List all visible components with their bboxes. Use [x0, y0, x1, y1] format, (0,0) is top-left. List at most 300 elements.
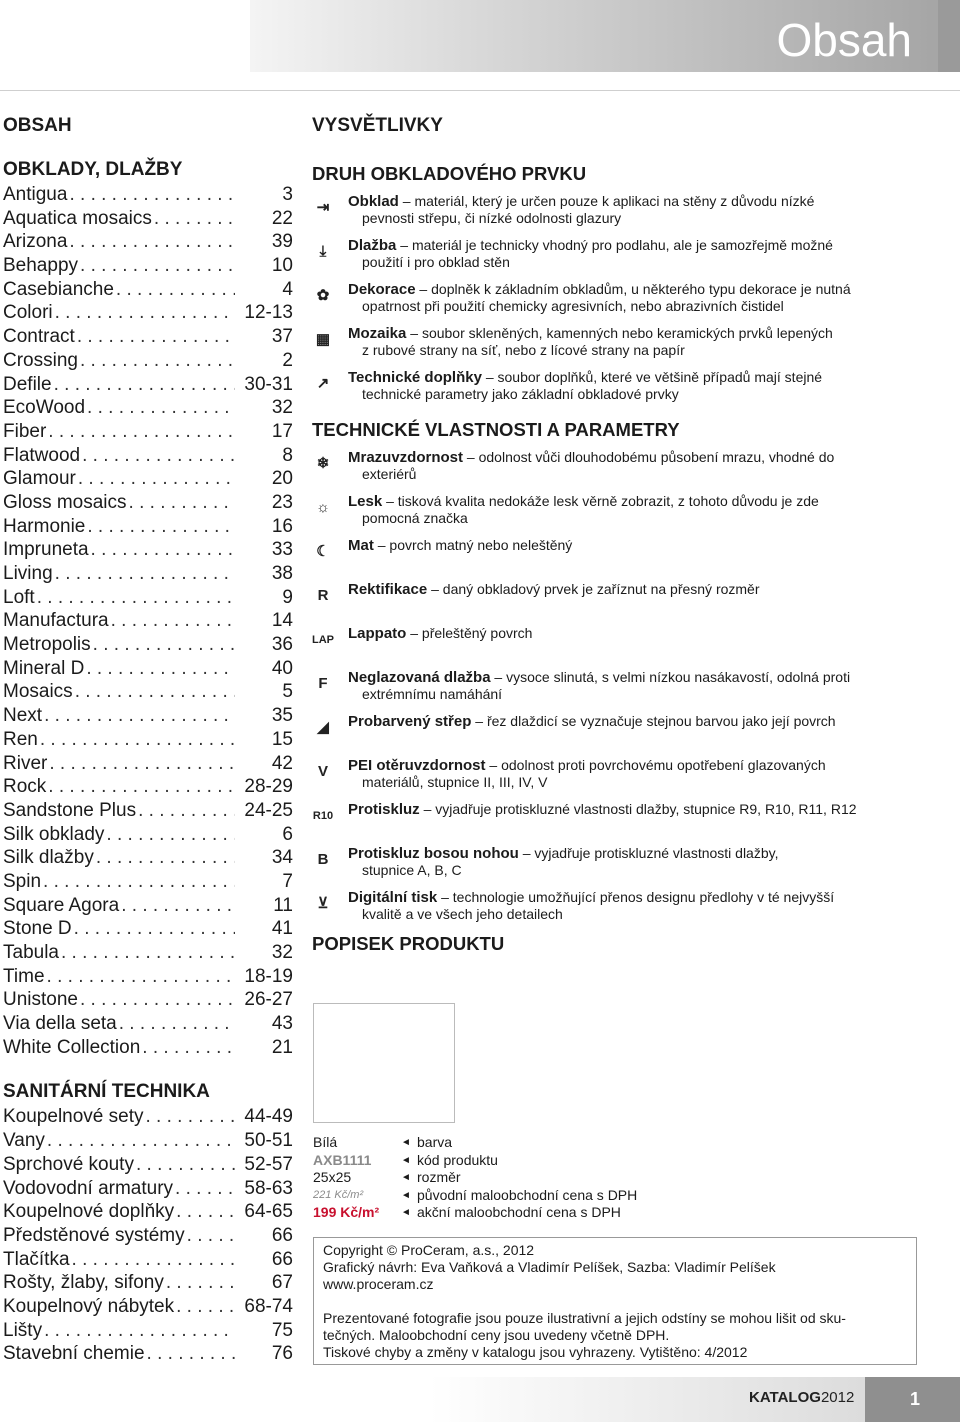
toc-entry[interactable] [3, 704, 293, 728]
legend-sub-type: DRUH OBKLADOVÉHO PRVKU [312, 163, 587, 184]
toc-entry-name: Behappy [3, 255, 79, 277]
toc-entry-page: 16 [271, 515, 293, 537]
toc-entry[interactable] [3, 1200, 293, 1224]
toc-entry-page: 68-74 [244, 1295, 293, 1317]
antislip-b-icon: B [317, 851, 329, 868]
toc-entry[interactable] [3, 1295, 293, 1319]
decoration-icon: ✿ [316, 287, 330, 304]
product-legend-label: barva [417, 1134, 453, 1150]
toc-entry[interactable] [3, 965, 293, 989]
toc-leader-dots [67, 183, 235, 207]
toc-entry-name: Tabula [3, 942, 59, 963]
legend-item [312, 237, 932, 277]
toc-entry[interactable] [3, 1105, 293, 1129]
toc-entry-page: 32 [271, 942, 293, 963]
toc-entry[interactable] [3, 1342, 293, 1366]
legend-desc-cont: stupnice A, B, C [362, 862, 462, 878]
toc-leader-dots [67, 230, 235, 254]
toc-entry-name: Koupelnový nábytek [3, 1295, 175, 1317]
toc-entry-page: 35 [271, 705, 293, 727]
legend-item [312, 369, 932, 409]
toc-entry[interactable] [3, 823, 293, 847]
toc-entry-name: Stavební chemie [3, 1343, 145, 1365]
toc-entry-page: 44-49 [244, 1106, 293, 1128]
toc-entry[interactable] [3, 1036, 293, 1060]
toc-entry-page: 66 [271, 1248, 293, 1270]
toc-leader-dots [117, 1012, 235, 1036]
toc-leader-dots [144, 1105, 236, 1129]
legend-desc: materiál, který je určen pouze k aplikaci na stěny z důvodu nízké [414, 193, 815, 209]
toc-entry[interactable] [3, 870, 293, 894]
legend-term: Lappato [348, 625, 407, 642]
product-legend-key: 199 Kč/m² [313, 1204, 380, 1220]
toc-entry[interactable] [3, 988, 293, 1012]
toc-leader-dots [42, 704, 235, 728]
toc-leader-dots [185, 1224, 235, 1248]
legend-desc-cont: exteriérů [362, 466, 417, 482]
legend-item [312, 493, 932, 533]
toc-entry-name: Next [3, 705, 43, 727]
product-legend-row [313, 1169, 637, 1187]
legend-desc: doplněk k základním obkladům, u některého typu dekorace je nutná [431, 281, 851, 297]
toc-leader-dots [85, 515, 235, 539]
toc-entry[interactable] [3, 1177, 293, 1201]
page-number: 1 [865, 1377, 960, 1422]
toc-entry-name: Loft [3, 586, 35, 608]
toc-entry[interactable] [3, 207, 293, 231]
toc-entry[interactable] [3, 752, 293, 776]
legend-dash: – [406, 325, 422, 341]
mosaic-icon: ▦ [315, 331, 331, 348]
header-divider [0, 90, 960, 91]
toc-entry-page: 50-51 [244, 1130, 293, 1152]
toc-entry-name: Předstěnové systémy [3, 1224, 185, 1246]
toc-entry[interactable] [3, 917, 293, 941]
toc-leader-dots [35, 586, 235, 610]
toc-leader-dots [164, 1271, 235, 1295]
toc-entry-page: 10 [271, 255, 293, 277]
toc-entry-page: 6 [282, 823, 293, 845]
toc-entry-page: 21 [271, 1036, 293, 1058]
toc-entry[interactable] [3, 657, 293, 681]
toc-entry-name: River [3, 752, 48, 774]
toc-entry[interactable] [3, 349, 293, 373]
product-legend-label: akční maloobchodní cena s DPH [417, 1204, 621, 1220]
toc-entry-name: Silk dlažby [3, 847, 94, 869]
toc-entry[interactable] [3, 609, 293, 633]
toc-leader-dots [52, 373, 235, 397]
toc-entry-page: 8 [282, 444, 293, 466]
legend-dash: – [427, 581, 443, 597]
legend-desc-cont: pevnosti střepu, či nízké odolnosti glazury [362, 210, 622, 226]
legend-sub-product: POPISEK PRODUKTU [312, 933, 505, 954]
toc-entry-name: Manufactura [3, 610, 109, 632]
toc-entry-page: 11 [273, 894, 293, 916]
toc-leader-dots [47, 752, 235, 776]
legend-item [312, 281, 932, 321]
toc-entry-name: Ren [3, 728, 38, 750]
legend-desc-cont: technické parametry jako základní obkladové prvky [362, 386, 679, 402]
toc-leader-dots [42, 1319, 235, 1343]
toc-entry-page: 7 [282, 870, 293, 892]
toc-entry[interactable] [3, 373, 293, 397]
toc-entry-page: 32 [271, 397, 293, 419]
toc-entry-page: 64-65 [244, 1201, 293, 1223]
toc-entry[interactable] [3, 894, 293, 918]
toc-entry[interactable] [3, 562, 293, 586]
toc-leader-dots [140, 1036, 235, 1060]
legend-desc: vyjadřuje protiskluzné vlastnosti dlažby, stupnice R9, R10, R11, R12 [435, 801, 857, 817]
legend-dash: – [471, 713, 487, 729]
product-image-placeholder [313, 1003, 455, 1123]
toc-leader-dots [73, 680, 235, 704]
toc-leader-dots [119, 894, 235, 918]
toc-entry-name: Time [3, 965, 45, 987]
legend-dash: – [437, 889, 453, 905]
toc-entry-name: Colori [3, 302, 53, 324]
toc-entry[interactable] [3, 325, 293, 349]
header-strip [938, 0, 960, 72]
toc-leader-dots [104, 823, 235, 847]
legend-desc-cont: opatrnost při použití chemicky agresivních, nebo abrazivních čistidel [362, 298, 784, 314]
digital-print-icon: ⊻ [317, 895, 329, 912]
toc-entry-name: Spin [3, 870, 42, 892]
disclaimer-line-2: tečných. Maloobchodní ceny jsou uvedeny včetně DPH. [323, 1327, 670, 1343]
legend-item [312, 757, 932, 797]
table-of-contents [3, 115, 293, 1366]
toc-leader-dots [41, 870, 235, 894]
legend-item [312, 581, 932, 621]
legend-dash: – [481, 369, 498, 385]
wall-tile-icon: ⇥ [316, 199, 330, 216]
toc-entry-page: 33 [271, 539, 293, 561]
toc-entry-name: Tlačítka [3, 1248, 70, 1270]
toc-entry-name: Living [3, 563, 53, 584]
legend-desc-cont: z rubové strany na síť, nebo z lícové strany na papír [362, 342, 685, 358]
toc-entry[interactable] [3, 680, 293, 704]
toc-entry-page: 67 [271, 1272, 293, 1294]
toc-heading: OBSAH [3, 115, 72, 136]
catalog-label [749, 1389, 854, 1406]
product-label-legend [313, 1134, 637, 1222]
legend-term: Dlažba [348, 237, 397, 254]
legend-dash: – [396, 237, 412, 253]
toc-entry-name: Contract [3, 326, 75, 348]
toc-leader-dots [85, 396, 235, 420]
toc-entry-page: 23 [271, 491, 293, 513]
legend-item [312, 669, 932, 709]
unglazed-icon: F [318, 675, 328, 692]
toc-entry-name: Koupelnové doplňky [3, 1201, 175, 1223]
legend-term: Mat [348, 537, 374, 554]
legend-item [312, 801, 932, 841]
legend-desc: tisková kvalita nedokáže lesk věrně zobrazit, z tohoto důvodu je zde [397, 493, 819, 509]
product-legend-label: kód produktu [417, 1151, 498, 1168]
legend-desc: technologie umožňující přenos designu předlohy v té nejvyšší [452, 889, 835, 905]
toc-leader-dots [94, 846, 235, 870]
toc-section-sanitary: SANITÁRNÍ TECHNIKA [3, 1081, 210, 1103]
toc-entry[interactable] [3, 467, 293, 491]
toc-entry-name: White Collection [3, 1036, 141, 1058]
antislip-r10-icon: R10 [312, 810, 334, 822]
product-legend-label: původní maloobchodní cena s DPH [417, 1186, 638, 1203]
toc-entry-page: 37 [271, 326, 293, 348]
toc-entry-page: 76 [271, 1343, 293, 1365]
floor-tile-icon: ⤓ [319, 243, 327, 260]
toc-leader-dots [136, 799, 235, 823]
website-link[interactable]: www.proceram.cz [323, 1276, 434, 1292]
toc-entry[interactable] [3, 941, 293, 965]
toc-list-sanitary [3, 1105, 293, 1366]
page-title: Obsah [776, 14, 912, 66]
legend-dash: – [406, 625, 422, 641]
legend-list-tech [312, 449, 932, 929]
pei-icon: V [317, 763, 328, 780]
toc-entry-page: 43 [271, 1013, 293, 1035]
toc-entry-page: 2 [282, 349, 293, 371]
toc-entry-page: 75 [271, 1319, 293, 1341]
toc-leader-dots [174, 1200, 235, 1224]
page-footer [0, 1377, 960, 1422]
toc-entry-page: 34 [271, 847, 293, 869]
legend-desc: vyjadřuje protiskluzné vlastnosti dlažby, [534, 845, 779, 861]
toc-entry-name: Rock [3, 776, 47, 798]
toc-entry-page: 22 [271, 207, 293, 229]
toc-entry[interactable] [3, 1153, 293, 1177]
copyright-line: Copyright © ProCeram, a.s., 2012 [323, 1242, 535, 1258]
toc-entry[interactable] [3, 799, 293, 823]
toc-entry-page: 5 [282, 681, 293, 703]
toc-entry-page: 38 [271, 563, 293, 584]
toc-leader-dots [45, 1129, 235, 1153]
toc-entry-name: Silk obklady [3, 823, 105, 845]
toc-leader-dots [78, 254, 235, 278]
legend-term: Protiskluz [348, 801, 420, 818]
toc-leader-dots [91, 633, 235, 657]
toc-entry[interactable] [3, 1012, 293, 1036]
toc-entry-page: 24-25 [244, 799, 293, 821]
toc-leader-dots [38, 728, 235, 752]
toc-entry[interactable] [3, 1129, 293, 1153]
toc-entry[interactable] [3, 420, 293, 444]
toc-entry-page: 58-63 [244, 1177, 293, 1199]
legend-term: Lesk [348, 493, 383, 510]
legend-item [312, 713, 932, 753]
toc-leader-dots [152, 207, 235, 231]
toc-entry-name: Harmonie [3, 515, 86, 537]
toc-entry-name: Mosaics [3, 681, 73, 703]
toc-entry-page: 36 [271, 634, 293, 656]
toc-entry[interactable] [3, 633, 293, 657]
gloss-icon: ☼ [316, 499, 330, 516]
legend-item [312, 537, 932, 577]
toc-list-tiles [3, 183, 293, 1059]
disclaimer-line-3: Tiskové chyby a změny v katalogu jsou vyhrazeny. Vytištěno: 4/2012 [323, 1344, 748, 1360]
toc-leader-dots [84, 657, 235, 681]
product-legend-key: AXB1111 [313, 1151, 372, 1168]
toc-entry-name: Impruneta [3, 539, 89, 561]
toc-leader-dots [89, 538, 235, 562]
toc-leader-dots [78, 988, 235, 1012]
legend-term: Probarvený střep [348, 713, 472, 730]
toc-leader-dots [72, 917, 235, 941]
toc-entry[interactable] [3, 396, 293, 420]
matt-icon: ☾ [316, 543, 330, 560]
legend-term: Obklad [348, 193, 399, 210]
design-credit: Grafický návrh: Eva Vaňková a Vladimír Pelíšek, Sazba: Vladimír Pelíšek [323, 1259, 776, 1275]
legend-desc: řez dlaždicí se vyznačuje stejnou barvou jako její povrch [486, 713, 836, 729]
toc-entry-name: Koupelnové sety [3, 1106, 144, 1128]
legend-item [312, 325, 932, 365]
legend-desc: odolnost vůči dlouhodobému působení mrazu, vhodné do [478, 449, 835, 465]
legend-dash: – [419, 801, 436, 817]
toc-leader-dots [174, 1295, 235, 1319]
copyright-box [313, 1237, 917, 1365]
toc-entry[interactable] [3, 586, 293, 610]
toc-section-tiles: OBKLADY, DLAŽBY [3, 159, 183, 180]
toc-entry[interactable] [3, 775, 293, 799]
legend-item [312, 625, 932, 665]
toc-entry[interactable] [3, 538, 293, 562]
legend-desc-cont: použití i pro obklad stěn [362, 254, 510, 270]
toc-entry-page: 26-27 [244, 989, 293, 1011]
toc-entry-name: Sprchové kouty [3, 1153, 134, 1175]
legend-heading: VYSVĚTLIVKY [312, 115, 443, 136]
legend-desc: odolnost proti povrchovému opotřebení glazovaných [501, 757, 826, 773]
toc-entry-name: Aquatica mosaics [3, 207, 152, 229]
accessory-icon: ↗ [316, 375, 330, 392]
toc-entry[interactable] [3, 254, 293, 278]
pointer-arrow-icon: ◄ [401, 1207, 411, 1218]
toc-entry-page: 14 [271, 610, 293, 632]
legend-desc: soubor skleněných, kamenných nebo keramických prvků lepených [421, 325, 833, 341]
disclaimer-line-1: Prezentované fotografie jsou pouze ilustrativní a jejich odstíny se mohou lišit od sku- [323, 1310, 846, 1326]
toc-entry-page: 20 [271, 468, 293, 490]
toc-leader-dots [134, 1153, 235, 1177]
toc-leader-dots [76, 467, 235, 491]
pointer-arrow-icon: ◄ [401, 1137, 411, 1148]
toc-entry-page: 18-19 [244, 965, 293, 987]
pointer-arrow-icon: ◄ [401, 1154, 411, 1166]
page-header [0, 0, 960, 72]
legend-desc-cont: materiálů, stupnice II, III, IV, V [362, 774, 548, 790]
toc-entry[interactable] [3, 1224, 293, 1248]
legend-term: Mozaika [348, 325, 407, 342]
toc-entry-name: Metropolis [3, 634, 91, 656]
legend-term: Technické doplňky [348, 369, 482, 386]
toc-entry-name: Stone D [3, 918, 72, 940]
catalog-word: KATALOG [749, 1389, 821, 1406]
through-body-icon: ◢ [317, 719, 329, 736]
legend-dash: – [463, 449, 479, 465]
product-legend-row [313, 1204, 637, 1222]
legend-term: Rektifikace [348, 581, 428, 598]
toc-entry-name: Rošty, žlaby, sifony [3, 1272, 164, 1294]
legend-list-type [312, 193, 932, 409]
toc-entry-name: Casebianche [3, 278, 114, 300]
rectified-icon: R [317, 587, 329, 604]
toc-entry[interactable] [3, 728, 293, 752]
toc-leader-dots [127, 491, 235, 515]
product-legend-key: Bílá [313, 1134, 338, 1150]
toc-entry-name: Arizona [3, 231, 68, 253]
legend-dash: – [485, 757, 502, 773]
toc-entry[interactable] [3, 444, 293, 468]
toc-entry[interactable] [3, 230, 293, 254]
toc-entry-page: 4 [282, 278, 293, 300]
toc-entry-name: Defile [3, 373, 52, 395]
product-legend-key: 221 Kč/m² [313, 1188, 364, 1201]
toc-entry-page: 30-31 [244, 373, 293, 395]
toc-entry[interactable] [3, 491, 293, 515]
toc-entry-page: 42 [271, 752, 293, 774]
legend-dash: – [490, 669, 507, 685]
legend-column [312, 115, 932, 955]
catalog-year: 2012 [820, 1389, 855, 1406]
toc-entry-name: Vany [3, 1130, 45, 1152]
toc-entry[interactable] [3, 278, 293, 302]
toc-leader-dots [53, 562, 235, 586]
legend-desc-cont: extrémnímu namáhání [362, 686, 503, 702]
toc-leader-dots [109, 609, 235, 633]
toc-entry-page: 9 [282, 586, 293, 608]
toc-leader-dots [70, 1248, 235, 1272]
legend-term: Dekorace [348, 281, 416, 298]
toc-entry-page: 40 [271, 657, 293, 679]
legend-desc: soubor doplňků, které ve většině případů mají stejné [497, 369, 823, 385]
toc-entry-page: 3 [282, 184, 293, 205]
pointer-arrow-icon: ◄ [401, 1189, 411, 1201]
legend-sub-tech: TECHNICKÉ VLASTNOSTI A PARAMETRY [312, 419, 680, 440]
product-legend-key: 25x25 [313, 1169, 352, 1185]
toc-entry[interactable] [3, 515, 293, 539]
toc-leader-dots [114, 278, 235, 302]
legend-term: PEI otěruvzdornost [348, 757, 486, 774]
toc-entry[interactable] [3, 1248, 293, 1272]
product-legend-row [313, 1187, 637, 1205]
toc-leader-dots [45, 965, 235, 989]
lappato-icon: LAP [312, 634, 334, 646]
toc-leader-dots [53, 301, 235, 325]
toc-leader-dots [46, 775, 235, 799]
toc-entry-name: Crossing [3, 349, 78, 371]
legend-item [312, 193, 932, 233]
toc-entry-page: 66 [271, 1224, 293, 1246]
legend-term: Digitální tisk [348, 889, 438, 906]
frost-icon: ❄ [316, 455, 330, 472]
toc-entry[interactable] [3, 846, 293, 870]
legend-dash: – [382, 493, 398, 509]
toc-entry-page: 15 [271, 728, 293, 750]
toc-leader-dots [173, 1177, 235, 1201]
toc-entry-page: 17 [271, 420, 293, 442]
toc-entry-name: Lišty [3, 1319, 43, 1341]
toc-entry[interactable] [3, 183, 293, 207]
toc-entry-page: 12-13 [244, 302, 293, 324]
legend-dash: – [415, 281, 432, 297]
toc-leader-dots [59, 941, 235, 965]
legend-term: Mrazuvzdornost [348, 449, 464, 466]
toc-entry[interactable] [3, 301, 293, 325]
legend-item [312, 449, 932, 489]
legend-desc: materiál je technicky vhodný pro podlahu, ale je samozřejmě možné [411, 237, 833, 253]
toc-entry-name: Flatwood [3, 444, 81, 466]
product-legend-row [313, 1152, 637, 1170]
toc-entry-page: 28-29 [244, 776, 293, 798]
legend-dash: – [518, 845, 535, 861]
toc-entry[interactable] [3, 1319, 293, 1343]
toc-entry[interactable] [3, 1271, 293, 1295]
